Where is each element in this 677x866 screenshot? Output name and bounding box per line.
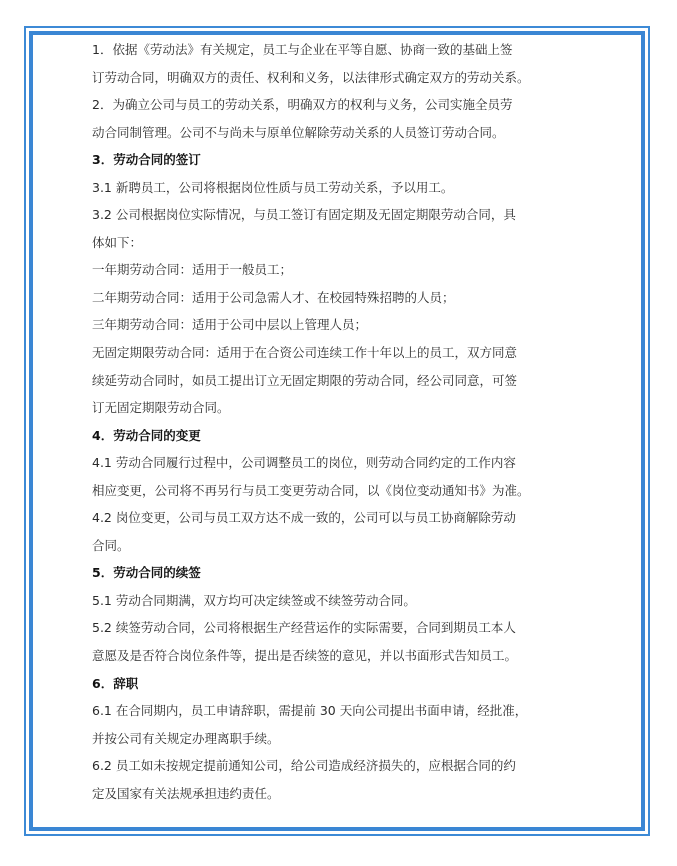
section-heading-resignation: 6．辞职: [92, 675, 139, 691]
text-line: 6.2 员工如未按规定提前通知公司，给公司造成经济损失的，应根据合同的约: [92, 758, 516, 774]
text-line: 订劳动合同，明确双方的责任、权利和义务，以法律形式确定双方的劳动关系。: [92, 69, 530, 85]
text-line: 4.1 劳动合同履行过程中，公司调整员工的岗位，则劳动合同约定的工作内容: [92, 455, 516, 471]
text-line: 4.2 岗位变更，公司与员工双方达不成一致的，公司可以与员工协商解除劳动: [92, 510, 516, 526]
section-heading-signing: 3．劳动合同的签订: [92, 152, 201, 168]
text-line: 合同。: [92, 537, 130, 553]
text-line: 意愿及是否符合岗位条件等，提出是否续签的意见，并以书面形式告知员工。: [92, 648, 518, 664]
text-line: 3.2 公司根据岗位实际情况，与员工签订有固定期及无固定期限劳动合同，具: [92, 207, 516, 223]
text-line: 体如下：: [92, 234, 143, 250]
text-line: 相应变更，公司将不再另行与员工变更劳动合同，以《岗位变动通知书》为准。: [92, 482, 530, 498]
section-heading-renewal: 5．劳动合同的续签: [92, 565, 201, 581]
text-line: 3.1 新聘员工，公司将根据岗位性质与员工劳动关系，予以用工。: [92, 179, 454, 195]
text-line: 定及国家有关法规承担违约责任。: [92, 785, 280, 801]
text-line: 续延劳动合同时，如员工提出订立无固定期限的劳动合同，经公司同意，可签: [92, 372, 518, 388]
text-line: 5.1 劳动合同期满，双方均可决定续签或不续签劳动合同。: [92, 592, 416, 608]
document-body: [92, 36, 597, 807]
text-line: 5.2 续签劳动合同，公司将根据生产经营运作的实际需要，合同到期员工本人: [92, 620, 516, 636]
section-heading-change: 4．劳动合同的变更: [92, 427, 201, 443]
text-line: 无固定期限劳动合同：适用于在合资公司连续工作十年以上的员工，双方同意: [92, 345, 518, 361]
text-line: 并按公司有关规定办理离职手续。: [92, 730, 280, 746]
text-line: 动合同制管理。公司不与尚未与原单位解除劳动关系的人员签订劳动合同。: [92, 124, 505, 140]
text-line: 二年期劳动合同：适用于公司急需人才、在校园特殊招聘的人员；: [92, 289, 455, 305]
text-line: 三年期劳动合同：适用于公司中层以上管理人员；: [92, 317, 368, 333]
text-line: 一年期劳动合同：适用于一般员工；: [92, 262, 293, 278]
text-line: 6.1 在合同期内，员工申请辞职，需提前 30 天向公司提出书面申请，经批准，: [92, 703, 528, 719]
text-line: 订无固定期限劳动合同。: [92, 400, 230, 416]
text-line: 1．依据《劳动法》有关规定，员工与企业在平等自愿、协商一致的基础上签: [92, 42, 513, 57]
text-line: 2．为确立公司与员工的劳动关系，明确双方的权利与义务，公司实施全员劳: [92, 97, 513, 113]
